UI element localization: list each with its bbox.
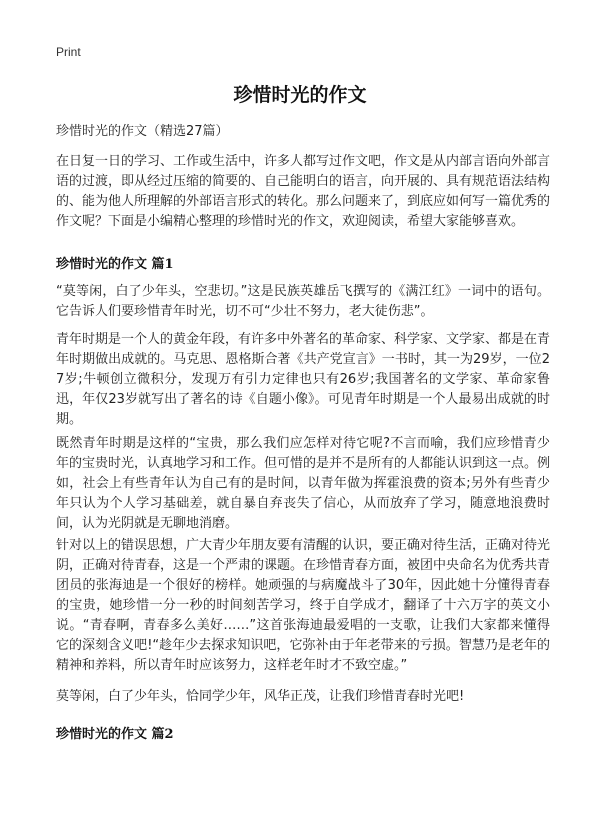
- section-heading-2: 珍惜时光的作文 篇2: [56, 727, 174, 742]
- print-label[interactable]: Print: [56, 45, 81, 59]
- section-1-paragraph-4: 针对以上的错误思想，广大青少年朋友要有清醒的认识，要正确对待生活，正确对待光阴，正确对待青春，这是一个严肃的课题。在珍惜青春方面，被团中央命名为优秀共青团员的张海迪是一个很好的榜样。她顽强的与病魔战斗了30年，因此她十分懂得青春的宝贵，她珍惜一分一秒的时间刻苦学习，终于自学成才，翻译了十六万字的英文小说。“青春啊，青春多么美好……”这首张海迪最爱唱的一支歌，让我们大家都来懂得它的深刻含义吧!“趁年少去探求知识吧，它弥补由于年老带来的亏损。智慧乃是老年的精神和养料，所以青年时应该努力，这样老年时才不致空虚。”: [56, 538, 551, 673]
- intro-paragraph: 在日复一日的学习、工作或生活中，许多人都写过作文吧，作文是从内部言语向外部言语的过渡，即从经过压缩的简要的、自己能明白的语言，向开展的、具有规范语法结构的、能为他人所理解的外部语言形式的转化。那么问题来了，到底应如何写一篇优秀的作文呢？下面是小编精心整理的珍惜时光的作文，欢迎阅读，希望大家能够喜欢。: [56, 154, 551, 229]
- page-title: 珍惜时光的作文: [233, 84, 367, 106]
- section-heading-1: 珍惜时光的作文 篇1: [56, 257, 174, 272]
- section-1-paragraph-2: 青年时期是一个人的黄金年段，有许多中外著名的革命家、科学家、文学家、都是在青年时期做出成就的。马克思、恩格斯合著《共产党宣言》一书时，其一为29岁，一位27岁;牛顿创立微积分，发现万有引力定律也只有26岁;我国著名的文学家、革命家鲁迅，年仅23岁就写出了著名的诗《自题小像》。可见青年时期是一个人最易出成就的时期。: [56, 332, 551, 427]
- section-1-paragraph-5: 莫等闲，白了少年头，恰同学少年，风华正茂，让我们珍惜青春时光吧!: [56, 689, 465, 704]
- section-1-paragraph-3: 既然青年时期是这样的“宝贵，那么我们应怎样对待它呢?不言而喻，我们应珍惜青少年的宝贵时光，认真地学习和工作。但可惜的是并不是所有的人都能认识到这一点。例如，社会上有些青年认为自己有的是时间，以青年做为挥霍浪费的资本;另外有些青少年只认为个人学习基础差，就自暴自弃丧失了信心，从而放弃了学习，随意地浪费时间，认为光阴就是无聊地消磨。: [56, 436, 551, 531]
- section-1-paragraph-1: “莫等闲，白了少年头，空悲切。”这是民族英雄岳飞撰写的《满江红》一词中的语句。它告诉人们要珍惜青年时光，切不可“少壮不努力，老大徒伤悲”。: [56, 284, 550, 319]
- document-subtitle: 珍惜时光的作文（精选27篇）: [56, 124, 229, 139]
